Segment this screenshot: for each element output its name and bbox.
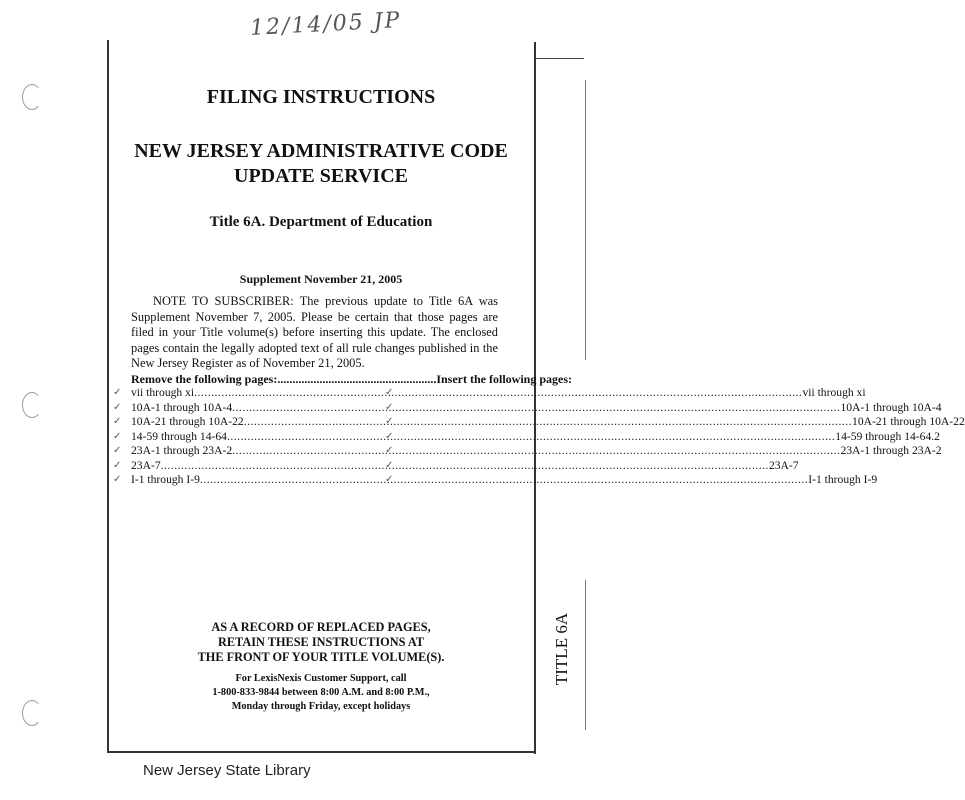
check-mark-icon: ✓ [113, 387, 122, 398]
remove-pages: 23A-7 [131, 458, 161, 472]
list-item [131, 458, 799, 474]
check-marks-left [113, 386, 129, 488]
code-heading [107, 139, 535, 189]
page-list [131, 386, 965, 488]
check-mark-icon: ✓ [385, 430, 394, 442]
list-item [131, 473, 878, 488]
support-line1: For LexisNexis Customer Support, call [235, 673, 407, 684]
check-mark-icon: ✓ [113, 430, 122, 442]
leader-dots [232, 401, 840, 416]
remove-pages: vii through xi [131, 386, 195, 399]
punch-hole-icon [22, 392, 42, 418]
subscriber-note: NOTE TO SUBSCRIBER: The previous update to Title 6A was Supplement November 7, 2005. Please be certain that those pages are filed in your Title volume(s) before inserting this update. The enclosed pages contain the legally adopted text of all rule changes published in the New Jersey Register as of November 21, 2005. [131, 294, 498, 370]
retain-notice [107, 620, 535, 665]
retain-notice-line2: RETAIN THESE INSTRUCTIONS AT [217, 635, 425, 649]
leader-dots [232, 444, 840, 459]
leader-dots [200, 473, 808, 488]
remove-pages: 14-59 through 14-64 [131, 429, 227, 443]
check-mark-icon: ✓ [113, 401, 122, 413]
customer-support [107, 672, 535, 714]
punch-hole-icon [22, 84, 42, 110]
check-mark-icon: ✓ [113, 445, 122, 456]
supplement-date: Supplement November 21, 2005 [239, 272, 403, 286]
punch-hole-icon [22, 700, 42, 726]
list-item [131, 415, 965, 430]
page-edge-line [585, 580, 586, 730]
check-mark-icon: ✓ [385, 474, 394, 485]
remove-label: Remove the following pages: [131, 372, 278, 386]
list-item [131, 444, 942, 459]
code-heading-line1: NEW JERSEY ADMINISTRATIVE CODE [134, 140, 508, 162]
leader-dots [161, 459, 769, 474]
handwritten-date: 12/14/05 JP [249, 8, 402, 41]
leader-dots: ..................................................... [277, 372, 437, 386]
insert-label: Insert the following pages: [436, 372, 572, 386]
leader-dots [244, 415, 852, 430]
page-list-header [131, 372, 572, 387]
remove-pages: I-1 through I-9 [131, 473, 200, 486]
check-mark-icon: ✓ [113, 474, 122, 485]
remove-pages: 10A-21 through 10A-22 [131, 415, 244, 428]
insert-pages: I-1 through I-9 [808, 473, 878, 486]
code-heading-line2: UPDATE SERVICE [234, 165, 408, 187]
insert-pages: 14-59 through 14-64.2 [835, 429, 940, 443]
tab-divider-line [536, 58, 584, 59]
sheet-border-bottom [107, 751, 535, 753]
leader-dots [227, 430, 835, 445]
check-mark-icon: ✓ [385, 401, 394, 413]
library-footer: New Jersey State Library [143, 762, 311, 779]
check-mark-icon: ✓ [385, 416, 394, 427]
remove-pages: 10A-1 through 10A-4 [131, 400, 233, 414]
list-item [131, 400, 942, 416]
page-edge-line [585, 80, 586, 360]
check-marks-right [385, 386, 401, 488]
leader-dots [194, 386, 802, 401]
side-tab-label: TITLE 6A [552, 612, 571, 686]
remove-pages: 23A-1 through 23A-2 [131, 444, 233, 457]
retain-notice-line3: THE FRONT OF YOUR TITLE VOLUME(S). [197, 650, 445, 664]
check-mark-icon: ✓ [385, 459, 394, 471]
insert-pages: vii through xi [802, 386, 866, 399]
check-mark-icon: ✓ [113, 459, 122, 471]
retain-notice-line1: AS A RECORD OF REPLACED PAGES, [211, 620, 431, 634]
insert-pages: 10A-1 through 10A-4 [840, 400, 942, 414]
check-mark-icon: ✓ [385, 387, 394, 398]
insert-pages: 23A-7 [768, 458, 799, 472]
insert-pages: 10A-21 through 10A-22 [852, 415, 965, 428]
list-item [131, 429, 940, 445]
insert-pages: 23A-1 through 23A-2 [840, 444, 942, 457]
check-mark-icon: ✓ [113, 416, 122, 427]
list-item [131, 386, 866, 401]
support-line3: Monday through Friday, except holidays [231, 701, 411, 712]
filing-instructions-heading: FILING INSTRUCTIONS [206, 86, 436, 108]
check-mark-icon: ✓ [385, 445, 394, 456]
title-side-tab [548, 605, 576, 693]
support-line2: 1-800-833-9844 between 8:00 A.M. and 8:00 P.M., [212, 687, 430, 698]
title-heading: Title 6A. Department of Education [209, 214, 433, 230]
